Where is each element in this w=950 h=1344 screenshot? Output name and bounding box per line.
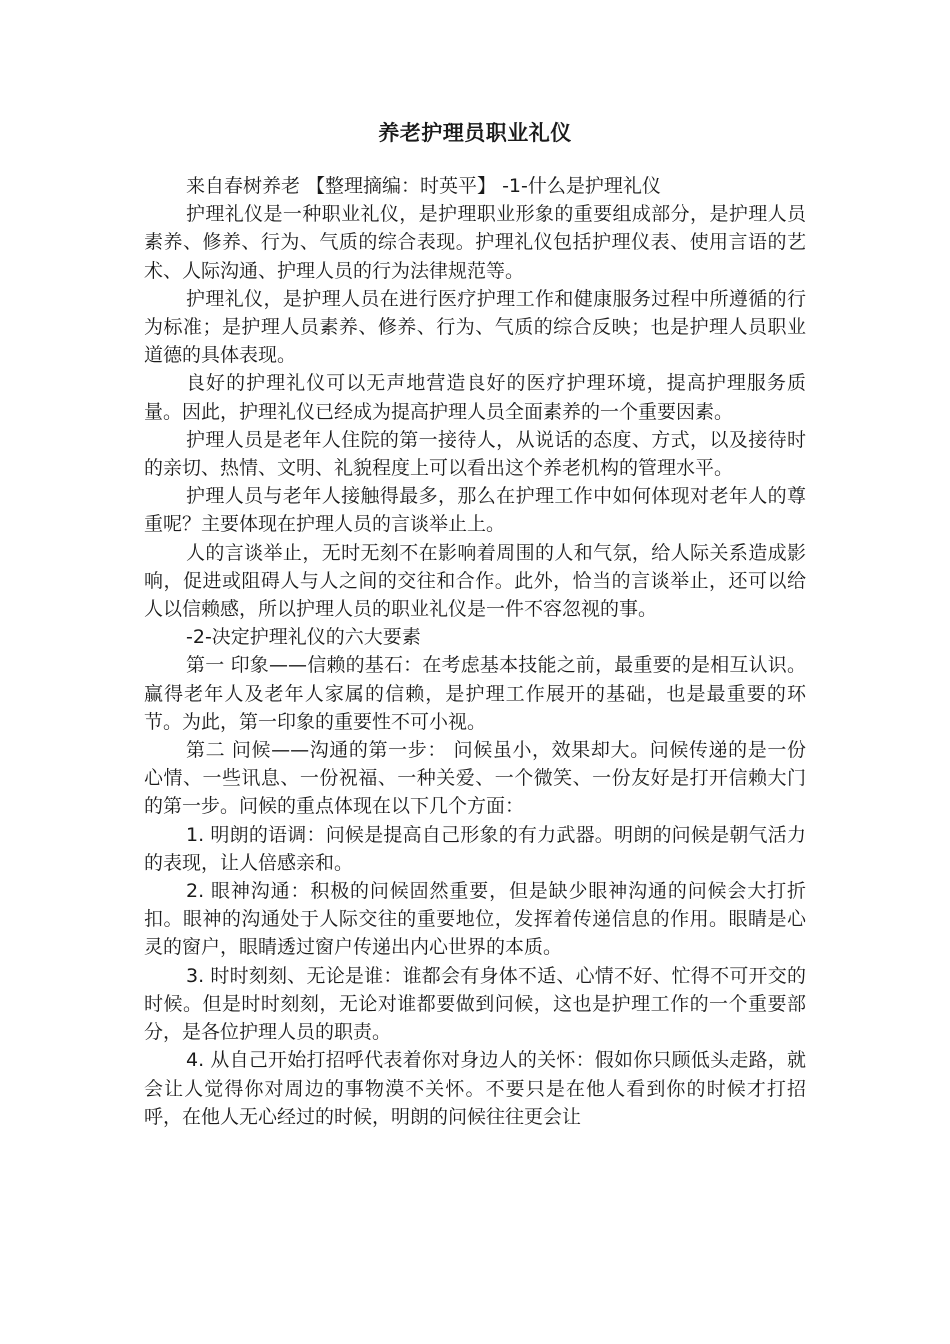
document-body — [144, 172, 806, 1131]
document-title: 养老护理员职业礼仪 — [378, 121, 572, 145]
list-item: 1. 明朗的语调：问候是提高自己形象的有力武器。明朗的问候是朝气活力的表现，让人倍感亲和。 — [144, 823, 806, 874]
document-page — [144, 0, 806, 1131]
paragraph: 第一 印象——信赖的基石：在考虑基本技能之前，最重要的是相互认识。赢得老年人及老年人家属的信赖，是护理工作展开的基础，也是最重要的环节。为此，第一印象的重要性不可小视。 — [144, 654, 806, 733]
paragraph: 护理礼仪，是护理人员在进行医疗护理工作和健康服务过程中所遵循的行为标准；是护理人员素养、修养、行为、气质的综合反映；也是护理人员职业道德的具体表现。 — [144, 287, 806, 367]
section-heading: -2-决定护理礼仪的六大要素 — [186, 626, 421, 649]
paragraph: 人的言谈举止，无时无刻不在影响着周围的人和气氛，给人际关系造成影响，促进或阻碍人与人之间的交往和合作。此外，恰当的言谈举止，还可以给人以信赖感，所以护理人员的职业礼仪是一件不容忽视的事。 — [144, 541, 806, 621]
paragraph: 第二 问候——沟通的第一步： 问候虽小，效果却大。问候传递的是一份心情、一些讯息、一份祝福、一种关爱、一个微笑、一份友好是打开信赖大门的第一步。问候的重点体现在以下几个方面： — [144, 739, 806, 818]
paragraph: 护理礼仪是一种职业礼仪，是护理职业形象的重要组成部分，是护理人员素养、修养、行为、气质的综合表现。护理礼仪包括护理仪表、使用言语的艺术、人际沟通、护理人员的行为法律规范等。 — [144, 203, 806, 282]
list-item: 3. 时时刻刻、无论是谁：谁都会有身体不适、心情不好、忙得不可开交的时候。但是时时刻刻，无论对谁都要做到问候，这也是护理工作的一个重要部分，是各位护理人员的职责。 — [144, 964, 806, 1044]
paragraph-source: 来自春树养老 【整理摘编：时英平】 -1-什么是护理礼仪 — [186, 175, 661, 197]
paragraph: 护理人员与老年人接触得最多，那么在护理工作中如何体现对老年人的尊重呢？主要体现在护理人员的言谈举止上。 — [144, 485, 806, 536]
list-item: 2. 眼神沟通：积极的问候固然重要，但是缺少眼神沟通的问候会大打折扣。眼神的沟通处于人际交往的重要地位，发挥着传递信息的作用。眼睛是心灵的窗户，眼睛透过窗户传递出内心世界的本质。 — [144, 880, 806, 959]
paragraph: 护理人员是老年人住院的第一接待人，从说话的态度、方式，以及接待时的亲切、热情、文明、礼貌程度上可以看出这个养老机构的管理水平。 — [144, 428, 806, 480]
list-item: 4. 从自己开始打招呼代表着你对身边人的关怀：假如你只顾低头走路，就会让人觉得你对周边的事物漠不关怀。不要只是在他人看到你的时候才打招呼，在他人无心经过的时候，明朗的问候往往更会让 — [144, 1049, 806, 1128]
paragraph: 良好的护理礼仪可以无声地营造良好的医疗护理环境，提高护理服务质量。因此，护理礼仪已经成为提高护理人员全面素养的一个重要因素。 — [144, 372, 806, 423]
